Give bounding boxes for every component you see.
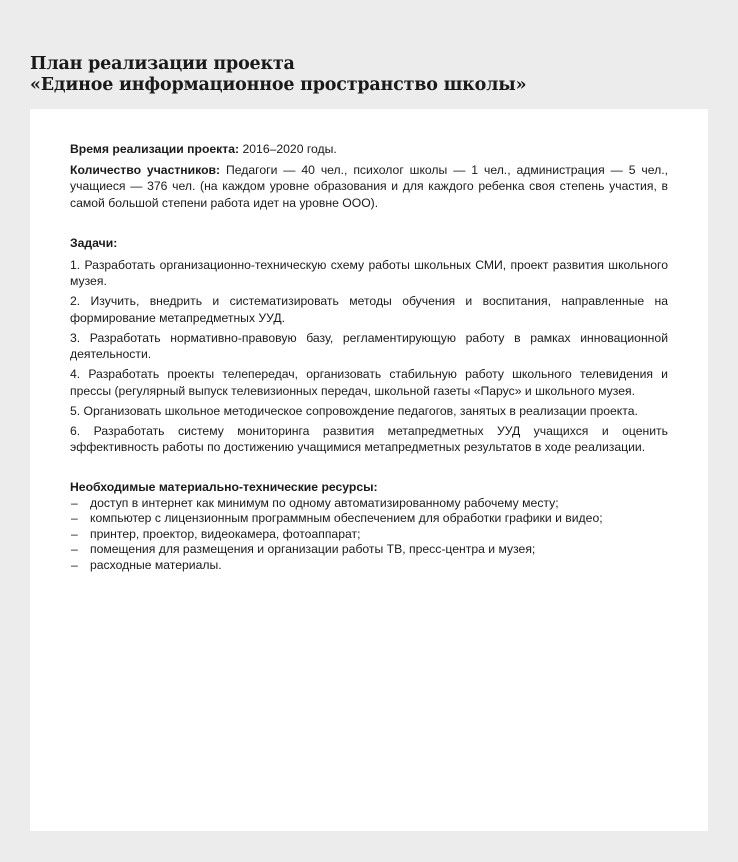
page-title-line-1: План реализации проекта bbox=[30, 54, 295, 74]
resource-item-text: помещения для размещения и организации работы ТВ, пресс-центра и музея; bbox=[90, 542, 536, 557]
participants-count bbox=[70, 162, 668, 212]
tasks-list bbox=[70, 257, 668, 456]
dash-bullet-icon: – bbox=[71, 557, 78, 572]
task-item: 3. Разработать нормативно-правовую базу, регламентирующую работу в рамках инновационной деятельности. bbox=[70, 330, 668, 361]
dash-bullet-icon: – bbox=[71, 542, 78, 557]
resource-item bbox=[70, 496, 668, 512]
project-duration-value: 2016–2020 годы. bbox=[239, 142, 337, 156]
resource-item bbox=[70, 542, 668, 558]
task-item: 4. Разработать проекты телепередач, организовать стабильную работу школьного телевидения и прессы (регулярный выпуск телевизионных передач, школьной газеты «Парус» и школьного музея. bbox=[70, 367, 668, 398]
resource-item bbox=[70, 511, 668, 527]
tasks-heading: Задачи: bbox=[70, 236, 118, 250]
section-spacer bbox=[70, 459, 668, 479]
page-title bbox=[30, 54, 526, 96]
resource-item bbox=[70, 527, 668, 543]
task-item: 2. Изучить, внедрить и систематизировать методы обучения и воспитания, направленные на формирование метапредметных УУД. bbox=[70, 294, 668, 325]
task-item: 5. Организовать школьное методическое сопровождение педагогов, занятых в реализации проекта. bbox=[70, 403, 638, 418]
document-card bbox=[30, 109, 708, 831]
resources-list bbox=[70, 496, 668, 574]
resource-item-text: компьютер с лицензионным программным обеспечением для обработки графики и видео; bbox=[90, 511, 603, 526]
project-duration-label: Время реализации проекта: bbox=[70, 142, 240, 156]
document-content bbox=[70, 141, 668, 573]
resource-item-text: принтер, проектор, видеокамера, фотоаппарат; bbox=[90, 526, 361, 541]
resource-item-text: расходные материалы. bbox=[90, 557, 222, 572]
page-title-line-2: «Единое информационное пространство школы» bbox=[30, 75, 527, 95]
participants-value: Педагоги — 40 чел., психолог школы — 1 чел., администрация — 5 чел., учащиеся — 376 чел. (на каждом уровне образования и для каждого ребенка своя степень участия, в самой большой степени работа идет на уровне ООО). bbox=[70, 162, 668, 210]
task-item: 1. Разработать организационно-техническую схему работы школьных СМИ, проект развития школьного музея. bbox=[70, 257, 668, 288]
resource-item bbox=[70, 558, 668, 574]
task-item: 6. Разработать систему мониторинга развития метапредметных УУД учащихся и оценить эффективность работы по достижению учащимися метапредметных результатов в ходе реализации. bbox=[70, 423, 668, 454]
resource-item-text: доступ в интернет как минимум по одному автоматизированному рабочему месту; bbox=[90, 495, 559, 510]
resources-heading: Необходимые материально-технические ресурсы: bbox=[70, 480, 378, 494]
dash-bullet-icon: – bbox=[71, 511, 78, 526]
project-duration bbox=[70, 141, 668, 158]
dash-bullet-icon: – bbox=[71, 526, 78, 541]
section-spacer bbox=[70, 215, 668, 235]
dash-bullet-icon: – bbox=[71, 495, 78, 510]
participants-label: Количество участников: bbox=[70, 162, 221, 177]
